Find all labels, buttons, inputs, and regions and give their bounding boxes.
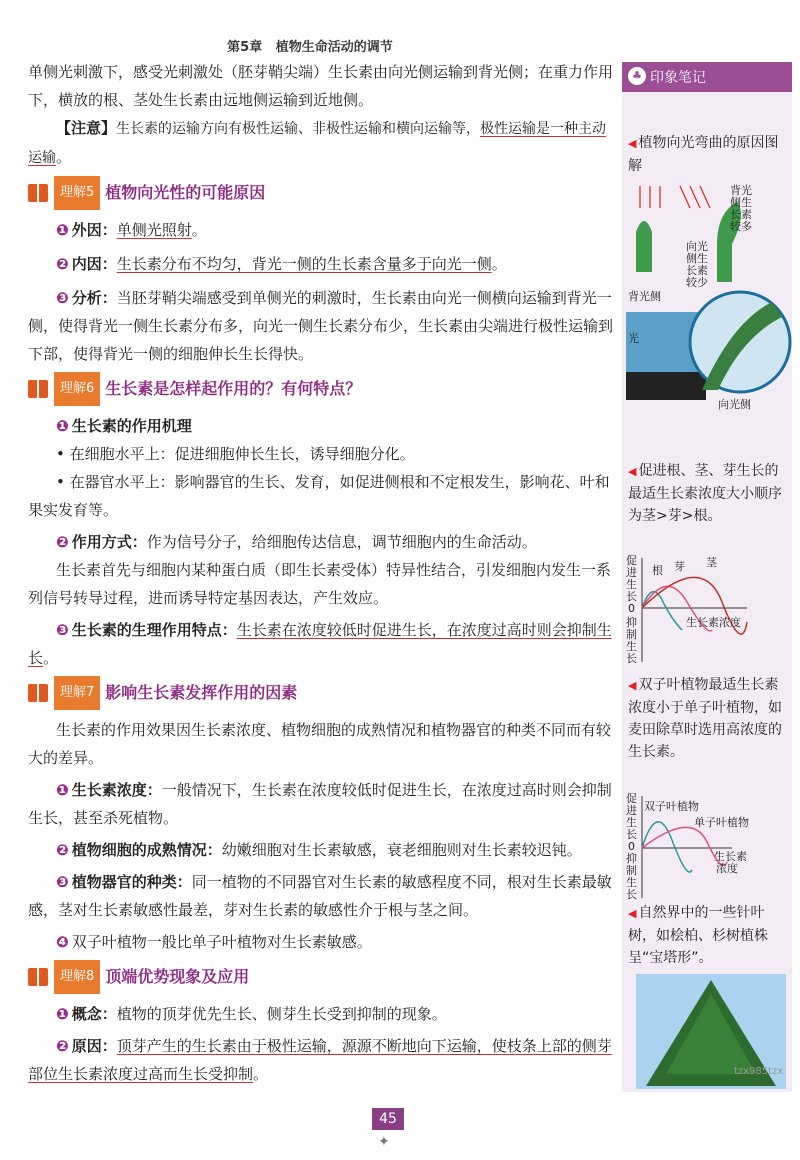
s8-item-1: ❶ 概念：植物的顶芽优先生长、侧芽生长受到抑制的现象。	[56, 1005, 447, 1023]
s7-item-3: ❸ 植物器官的种类：同一植物的不同器官对生长素的敏感程度不同，根对生长素最敏感，茎对生长素敏感性最差，芽对生长素的敏感性介于根与茎之间。	[28, 873, 612, 919]
y-axis-label-bottom	[626, 615, 637, 665]
section-tag: 理解7	[54, 676, 100, 710]
watermark: tzx985tzx	[734, 1066, 784, 1077]
curve-root	[642, 592, 682, 630]
intro-paragraph: 单侧光刺激下，感受光刺激处（胚芽鞘尖端）生长素由向光侧运输到背光侧；在重力作用下，横放的根、茎处生长素由远地侧运输到近地侧。	[28, 63, 614, 109]
y-axis-label-top	[626, 554, 637, 603]
s6-item-2: ❷ 作用方式：作为信号分子，给细胞传达信息，调节细胞内的生命活动。	[56, 533, 537, 551]
book-icon	[28, 182, 50, 204]
svg-text:进: 进	[626, 804, 637, 817]
y-axis-label-top	[626, 792, 637, 841]
section-header-6	[28, 376, 618, 402]
s6-paragraph: 生长素首先与细胞内某种蛋白质（即生长素受体）特异性结合，引发细胞内发生一系列信号转导过程，进而诱导特定基因表达，产生效应。	[28, 561, 612, 607]
s5-item-2: ❷ 内因：生长素分布不均匀，背光一侧的生长素含量多于向光一侧。	[56, 255, 507, 273]
svg-text:较少: 较少	[686, 276, 708, 289]
section-tag: 理解5	[54, 176, 100, 210]
curve-label-monocot: 单子叶植物	[694, 816, 749, 829]
x-axis-label-line1: 生长素	[714, 850, 747, 863]
triangle-marker-icon: ◀	[628, 679, 637, 692]
note-paragraph: 【注意】生长素的运输方向有极性运输、非极性运输和横向运输等，极性运输是一种主动运输。	[28, 119, 607, 166]
soil	[626, 372, 706, 400]
svg-text:长: 长	[626, 590, 637, 603]
svg-text:抑: 抑	[626, 616, 637, 629]
light-arrows-icon	[640, 186, 710, 208]
chapter-title: 植物生命活动的调节	[275, 40, 393, 55]
book-icon	[28, 378, 50, 400]
s7-item-1: ❶ 生长素浓度：一般情况下，生长素在浓度较低时促进生长，在浓度过高时则会抑制生长，甚至杀死植物。	[28, 781, 612, 827]
zero-label: 0	[628, 840, 635, 853]
page-number: 45	[372, 1108, 404, 1130]
svg-text:长素: 长素	[686, 264, 708, 277]
chapter-number: 第5章	[227, 40, 263, 55]
section-header-8	[28, 964, 618, 990]
phototropism-diagram	[622, 172, 792, 412]
svg-text:长: 长	[626, 828, 637, 841]
svg-text:侧生: 侧生	[730, 196, 752, 209]
section-header-7	[28, 680, 618, 706]
svg-text:长: 长	[626, 652, 637, 665]
section-title: 植物向光性的可能原因	[105, 183, 266, 202]
svg-text:抑: 抑	[626, 852, 637, 865]
svg-text:制: 制	[626, 628, 637, 641]
sidebar-note-1: ◀ 植物向光弯曲的原因图解	[628, 135, 779, 174]
impression-notes-sidebar	[622, 62, 792, 1092]
plant-type-sensitivity-chart	[622, 790, 792, 900]
s5-item-3: ❸ 分析：当胚芽鞘尖端感受到单侧光的刺激时，生长素由向光一侧横向运输到背光一侧，使得背光一侧生长素分布多，向光一侧生长素分布少，生长素由尖端进行极性运输到下部，使得背光一侧的细胞伸长生长得快。	[28, 289, 614, 363]
sidebar-note-3: ◀ 双子叶植物最适生长素浓度小于单子叶植物，如麦田除草时选用高浓度的生长素。	[628, 677, 782, 760]
section-title: 生长素是怎样起作用的？有何特点？	[105, 379, 362, 398]
light-side-caption: 向光侧	[718, 398, 751, 411]
section-tag: 理解8	[54, 960, 100, 994]
back-side-label	[730, 183, 752, 233]
svg-text:生: 生	[626, 816, 637, 829]
triangle-marker-icon: ◀	[628, 137, 637, 150]
svg-text:向光: 向光	[686, 240, 708, 253]
section-title: 顶端优势现象及应用	[105, 967, 250, 986]
curve-label-dicot: 双子叶植物	[644, 800, 699, 813]
curve-label-stem: 茎	[706, 556, 717, 569]
s5-item-1: ❶ 外因：单侧光照射。	[56, 221, 207, 239]
sidebar-note-2: ◀ 促进根、茎、芽生长的最适生长素浓度大小顺序为茎>芽>根。	[628, 463, 782, 524]
sidebar-heading: ♣ 印象笔记	[622, 62, 792, 92]
book-icon	[28, 682, 50, 704]
triangle-marker-icon: ◀	[628, 465, 637, 478]
s6-bullet-1: • 在细胞水平上：促进细胞伸长生长，诱导细胞分化。	[56, 445, 415, 463]
y-axis-label-bottom	[626, 851, 637, 900]
svg-text:生: 生	[626, 876, 637, 889]
svg-text:较多: 较多	[730, 220, 752, 233]
x-axis-label: 生长素浓度	[686, 616, 741, 629]
svg-text:制: 制	[626, 864, 637, 877]
curve-dicot	[642, 822, 692, 872]
back-side-caption: 背光侧	[628, 290, 661, 303]
section-header-5	[28, 180, 618, 206]
main-content	[28, 58, 618, 1088]
x-axis-label-line2: 浓度	[716, 862, 738, 875]
section-title: 影响生长素发挥作用的因素	[105, 683, 298, 702]
s6-item-3: ❸ 生长素的生理作用特点：生长素在浓度较低时促进生长，在浓度过高时则会抑制生长。	[28, 621, 612, 667]
sidebar-note-4: ◀ 自然界中的一些针叶树，如桧柏、杉树植株呈“宝塔形”。	[628, 905, 768, 966]
s8-item-2: ❷ 原因：顶芽产生的生长素由于极性运输，源源不断地向下运输，使枝条上部的侧芽部位生长素浓度过高而生长受抑制。	[28, 1037, 612, 1083]
bird-icon: ✦	[378, 1134, 390, 1150]
svg-text:长素: 长素	[730, 208, 752, 221]
svg-text:长: 长	[626, 888, 637, 900]
svg-text:侧生: 侧生	[686, 252, 708, 265]
s7-item-4: ❹ 双子叶植物一般比单子叶植物对生长素敏感。	[56, 933, 372, 951]
organ-sensitivity-chart	[622, 550, 792, 670]
svg-text:生: 生	[626, 578, 637, 591]
seedling-straight	[636, 221, 652, 272]
s7-item-2: ❷ 植物细胞的成熟情况：幼嫩细胞对生长素敏感，衰老细胞则对生长素较迟钝。	[56, 841, 582, 859]
elephant-logo-icon: ♣	[628, 67, 646, 85]
zero-label: 0	[628, 602, 635, 615]
book-icon	[28, 966, 50, 988]
svg-text:促: 促	[626, 554, 637, 567]
light-caption: 光	[628, 332, 639, 345]
s6-bullet-2: • 在器官水平上：影响器官的生长、发育，如促进侧根和不定根发生，影响花、叶和果实发育等。	[28, 473, 610, 519]
curve-label-bud: 芽	[674, 560, 685, 573]
svg-text:进: 进	[626, 566, 637, 579]
curve-label-root: 根	[652, 564, 663, 577]
light-side-label	[686, 239, 708, 289]
s7-paragraph: 生长素的作用效果因生长素浓度、植物细胞的成熟情况和植物器官的种类不同而有较大的差异。	[28, 721, 612, 767]
chapter-header	[0, 36, 620, 55]
svg-text:生: 生	[626, 640, 637, 653]
svg-text:促: 促	[626, 792, 637, 805]
s6-item-1: ❶ 生长素的作用机理	[56, 417, 192, 435]
svg-text:背光: 背光	[730, 184, 752, 197]
section-tag: 理解6	[54, 372, 100, 406]
triangle-marker-icon: ◀	[628, 907, 637, 920]
